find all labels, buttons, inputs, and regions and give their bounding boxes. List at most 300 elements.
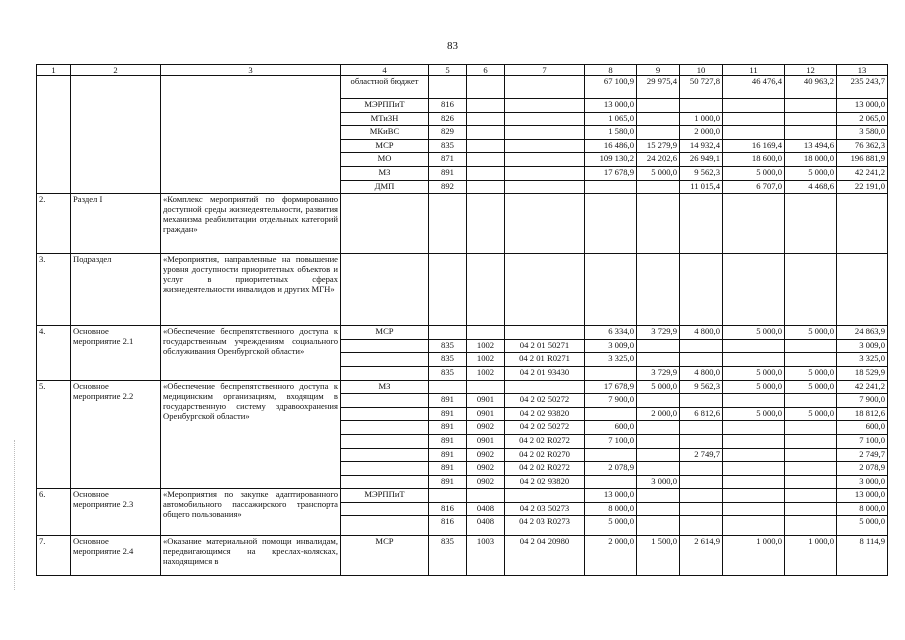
column-header: 6 [467,65,505,76]
grbs-code-cell: 891 [429,462,467,476]
amount-cell-v12: 5 000,0 [785,366,837,380]
measure-title: «Мероприятия по закупке адаптированного автомобильного пассажирского транспорта общего пользования» [161,489,341,536]
amount-cell-v8: 1 580,0 [585,126,637,140]
rzpr-code-cell: 0902 [467,421,505,435]
amount-cell-v13: 7 100,0 [837,434,888,448]
amount-cell-v9 [637,394,680,408]
amount-cell-v13: 18 812,6 [837,407,888,421]
amount-cell-v9: 3 729,9 [637,326,680,340]
recipient-cell [341,339,429,353]
csr-code-cell: 04 2 03 50273 [505,502,585,516]
empty-cell [467,254,505,326]
csr-code-cell: 04 2 02 93820 [505,475,585,489]
recipient-cell [341,475,429,489]
csr-code-cell: 04 2 01 R0271 [505,353,585,367]
recipient-cell: МО [341,153,429,167]
amount-cell-v12: 40 963,2 [785,76,837,99]
amount-cell-v9: 29 975,4 [637,76,680,99]
amount-cell-v10: 14 932,4 [680,139,723,153]
rzpr-code-cell [467,180,505,194]
empty-cell [680,194,723,254]
empty-cell [837,254,888,326]
amount-cell-v11 [723,353,785,367]
rzpr-code-cell [467,99,505,113]
empty-cell [585,194,637,254]
amount-cell-v11 [723,421,785,435]
amount-cell-v13: 24 863,9 [837,326,888,340]
grbs-code-cell [429,326,467,340]
amount-cell-v10 [680,339,723,353]
rzpr-code-cell: 1002 [467,339,505,353]
amount-cell-v10: 2 749,7 [680,448,723,462]
budget-table [36,64,888,576]
table-body [37,65,888,576]
recipient-cell: МСР [341,139,429,153]
column-header: 11 [723,65,785,76]
amount-cell-v9 [637,421,680,435]
amount-cell-v13: 3 000,0 [837,475,888,489]
amount-cell-v10 [680,502,723,516]
amount-cell-v10 [680,434,723,448]
amount-cell-v11 [723,339,785,353]
amount-cell-v8: 67 100,9 [585,76,637,99]
recipient-cell: МТиЗН [341,112,429,126]
amount-cell-v12: 18 000,0 [785,153,837,167]
recipient-cell [341,353,429,367]
amount-cell-v12: 4 468,6 [785,180,837,194]
recipient-cell: МКиВС [341,126,429,140]
empty-cell [723,194,785,254]
rzpr-code-cell: 0902 [467,448,505,462]
recipient-cell: МСР [341,326,429,340]
amount-cell-v11 [723,112,785,126]
amount-cell-v9 [637,112,680,126]
csr-code-cell: 04 2 01 50271 [505,339,585,353]
amount-cell-v13: 2 065,0 [837,112,888,126]
measure-type: Основное мероприятие 2.2 [71,380,161,489]
amount-cell-v13: 13 000,0 [837,99,888,113]
rzpr-code-cell [467,489,505,503]
amount-cell-v12 [785,353,837,367]
amount-cell-v13: 8 000,0 [837,502,888,516]
empty-cell [467,194,505,254]
amount-cell-v13: 7 900,0 [837,394,888,408]
amount-cell-v9: 2 000,0 [637,407,680,421]
csr-code-cell [505,380,585,394]
csr-code-cell [505,489,585,503]
amount-cell-v8: 17 678,9 [585,166,637,180]
amount-cell-v12 [785,489,837,503]
amount-cell-v12 [785,475,837,489]
amount-cell-v12 [785,462,837,476]
csr-code-cell [505,166,585,180]
amount-cell-v9: 24 202,6 [637,153,680,167]
amount-cell-v12 [785,516,837,536]
amount-cell-v9: 3 729,9 [637,366,680,380]
amount-cell-v8: 7 900,0 [585,394,637,408]
amount-cell-v13: 5 000,0 [837,516,888,536]
rzpr-code-cell: 0902 [467,462,505,476]
amount-cell-v11 [723,434,785,448]
amount-cell-v9 [637,448,680,462]
amount-cell-v13: 42 241,2 [837,166,888,180]
recipient-cell: МЗ [341,166,429,180]
csr-code-cell: 04 2 02 R0272 [505,462,585,476]
recipient-cell [341,421,429,435]
measure-number: 5. [37,380,71,489]
amount-cell-v11: 5 000,0 [723,380,785,394]
amount-cell-v12 [785,99,837,113]
amount-cell-v13: 3 325,0 [837,353,888,367]
csr-code-cell: 04 2 02 R0270 [505,448,585,462]
amount-cell-v10: 6 812,6 [680,407,723,421]
amount-cell-v13: 2 749,7 [837,448,888,462]
measure-type: Основное мероприятие 2.1 [71,326,161,380]
amount-cell-v12: 5 000,0 [785,166,837,180]
rzpr-code-cell: 1002 [467,366,505,380]
rzpr-code-cell [467,112,505,126]
rzpr-code-cell [467,380,505,394]
amount-cell-v8: 1 065,0 [585,112,637,126]
amount-cell-v11 [723,448,785,462]
amount-cell-v11 [723,516,785,536]
grbs-code-cell: 891 [429,394,467,408]
amount-cell-v9 [637,434,680,448]
amount-cell-v11 [723,462,785,476]
column-header-row [37,65,888,76]
empty-cell [505,254,585,326]
amount-cell-v10 [680,475,723,489]
amount-cell-v11 [723,126,785,140]
table-row [37,489,888,503]
empty-cell [785,254,837,326]
amount-cell-v11: 5 000,0 [723,407,785,421]
amount-cell-v8 [585,407,637,421]
section-row [37,194,888,254]
amount-cell-v10: 1 000,0 [680,112,723,126]
amount-cell-v11: 46 476,4 [723,76,785,99]
amount-cell-v8: 109 130,2 [585,153,637,167]
grbs-code-cell: 826 [429,112,467,126]
amount-cell-v9 [637,339,680,353]
amount-cell-v13: 3 580,0 [837,126,888,140]
amount-cell-v10 [680,421,723,435]
empty-cell [837,194,888,254]
amount-cell-v11: 1 000,0 [723,536,785,576]
grbs-code-cell: 871 [429,153,467,167]
amount-cell-v9 [637,126,680,140]
num-cell [37,76,71,194]
rzpr-code-cell: 0902 [467,475,505,489]
amount-cell-v8 [585,180,637,194]
table-row [37,536,888,576]
amount-cell-v10: 4 800,0 [680,366,723,380]
amount-cell-v11: 18 600,0 [723,153,785,167]
amount-cell-v10 [680,489,723,503]
csr-code-cell [505,99,585,113]
amount-cell-v11 [723,99,785,113]
column-header: 3 [161,65,341,76]
amount-cell-v10 [680,353,723,367]
measure-type: Основное мероприятие 2.3 [71,489,161,536]
measure-title: «Оказание материальной помощи инвалидам, передвигающимся на креслах-колясках, находящимся в [161,536,341,576]
amount-cell-v8: 13 000,0 [585,489,637,503]
subsection-row [37,254,888,326]
grbs-code-cell: 829 [429,126,467,140]
grbs-code-cell: 892 [429,180,467,194]
amount-cell-v10 [680,394,723,408]
amount-cell-v11: 5 000,0 [723,366,785,380]
amount-cell-v8: 6 334,0 [585,326,637,340]
amount-cell-v11: 5 000,0 [723,326,785,340]
grbs-code-cell: 891 [429,434,467,448]
recipient-cell: ДМП [341,180,429,194]
grbs-code-cell: 891 [429,407,467,421]
column-header: 9 [637,65,680,76]
amount-cell-v12 [785,448,837,462]
rzpr-code-cell [467,139,505,153]
amount-cell-v8: 2 000,0 [585,536,637,576]
amount-cell-v9: 15 279,9 [637,139,680,153]
empty-cell [505,194,585,254]
measure-title: «Обеспечение беспрепятственного доступа к медицинским организациям, входящим в государственную систему здравоохранения Оренбургской области» [161,380,341,489]
measure-number: 6. [37,489,71,536]
amount-cell-v8: 3 009,0 [585,339,637,353]
csr-code-cell: 04 2 03 R0273 [505,516,585,536]
csr-code-cell [505,76,585,99]
grbs-code-cell: 816 [429,502,467,516]
recipient-cell [341,502,429,516]
column-header: 10 [680,65,723,76]
amount-cell-v12 [785,126,837,140]
recipient-cell [341,394,429,408]
csr-code-cell: 04 2 01 93430 [505,366,585,380]
amount-cell-v8 [585,448,637,462]
amount-cell-v11: 5 000,0 [723,166,785,180]
empty-cell [680,254,723,326]
rzpr-code-cell [467,126,505,140]
amount-cell-v9: 5 000,0 [637,166,680,180]
amount-cell-v13: 2 078,9 [837,462,888,476]
grbs-code-cell: 816 [429,99,467,113]
rzpr-code-cell: 0901 [467,434,505,448]
grbs-code-cell: 891 [429,475,467,489]
grbs-code-cell [429,76,467,99]
csr-code-cell [505,180,585,194]
recipient-cell [341,366,429,380]
empty-cell [637,194,680,254]
empty-cell [723,254,785,326]
recipient-cell [341,407,429,421]
empty-cell [585,254,637,326]
amount-cell-v8: 7 100,0 [585,434,637,448]
csr-code-cell: 04 2 02 93820 [505,407,585,421]
amount-cell-v12 [785,112,837,126]
type-cell [71,76,161,194]
measure-number: 4. [37,326,71,380]
csr-code-cell [505,139,585,153]
grbs-code-cell [429,380,467,394]
amount-cell-v10: 2 614,9 [680,536,723,576]
csr-code-cell: 04 2 02 50272 [505,421,585,435]
amount-cell-v12: 5 000,0 [785,407,837,421]
amount-cell-v8: 600,0 [585,421,637,435]
amount-cell-v11 [723,502,785,516]
grbs-code-cell: 835 [429,366,467,380]
measure-type: Основное мероприятие 2.4 [71,536,161,576]
amount-cell-v9: 5 000,0 [637,380,680,394]
amount-cell-v12 [785,502,837,516]
amount-cell-v13: 76 362,3 [837,139,888,153]
amount-cell-v13: 22 191,0 [837,180,888,194]
recipient-cell [341,448,429,462]
grbs-code-cell: 891 [429,421,467,435]
grbs-code-cell: 835 [429,536,467,576]
rzpr-code-cell [467,326,505,340]
amount-cell-v10: 9 562,3 [680,166,723,180]
subsection-number: 3. [37,254,71,326]
column-header: 12 [785,65,837,76]
recipient-cell: МЭРППиТ [341,99,429,113]
amount-cell-v8: 13 000,0 [585,99,637,113]
section-title: «Комплекс мероприятий по формированию доступной среды жизнедеятельности, развития механизма реабилитации отдельных категорий граждан» [161,194,341,254]
amount-cell-v8: 17 678,9 [585,380,637,394]
rzpr-code-cell: 0901 [467,407,505,421]
rzpr-code-cell [467,76,505,99]
amount-cell-v10: 26 949,1 [680,153,723,167]
grbs-code-cell [429,489,467,503]
empty-cell [785,194,837,254]
amount-cell-v13: 8 114,9 [837,536,888,576]
amount-cell-v8: 16 486,0 [585,139,637,153]
amount-cell-v8 [585,475,637,489]
amount-cell-v12 [785,421,837,435]
section-type: Раздел I [71,194,161,254]
csr-code-cell [505,326,585,340]
csr-code-cell: 04 2 04 20980 [505,536,585,576]
amount-cell-v8 [585,366,637,380]
rzpr-code-cell [467,166,505,180]
column-header: 5 [429,65,467,76]
amount-cell-v9 [637,462,680,476]
amount-cell-v9 [637,489,680,503]
margin-marks [14,440,17,590]
amount-cell-v11 [723,489,785,503]
amount-cell-v12 [785,434,837,448]
recipient-cell: МЭРППиТ [341,489,429,503]
amount-cell-v9 [637,353,680,367]
rzpr-code-cell [467,153,505,167]
amount-cell-v8: 5 000,0 [585,516,637,536]
table-row [37,326,888,340]
rzpr-code-cell: 0408 [467,502,505,516]
empty-cell [637,254,680,326]
recipient-cell [341,516,429,536]
column-header: 1 [37,65,71,76]
grbs-code-cell: 891 [429,166,467,180]
subsection-type: Подраздел [71,254,161,326]
amount-cell-v13: 196 881,9 [837,153,888,167]
csr-code-cell [505,153,585,167]
amount-cell-v13: 600,0 [837,421,888,435]
rzpr-code-cell: 0901 [467,394,505,408]
amount-cell-v13: 235 243,7 [837,76,888,99]
amount-cell-v12: 13 494,6 [785,139,837,153]
empty-cell [429,194,467,254]
empty-cell [429,254,467,326]
amount-cell-v13: 42 241,2 [837,380,888,394]
amount-cell-v13: 3 009,0 [837,339,888,353]
section-number: 2. [37,194,71,254]
amount-cell-v11 [723,475,785,489]
table-row [37,380,888,394]
title-cell [161,76,341,194]
recipient-cell: МСР [341,536,429,576]
amount-cell-v10 [680,99,723,113]
recipient-cell [341,462,429,476]
amount-cell-v8: 8 000,0 [585,502,637,516]
amount-cell-v9: 1 500,0 [637,536,680,576]
column-header: 13 [837,65,888,76]
amount-cell-v10: 50 727,8 [680,76,723,99]
recipient-cell: МЗ [341,380,429,394]
amount-cell-v12: 5 000,0 [785,380,837,394]
measure-number: 7. [37,536,71,576]
subsection-title: «Мероприятия, направленные на повышение уровня доступности приоритетных объектов и услуг в приоритетных сферах жизнедеятельности инвалидов и других МГН» [161,254,341,326]
recipient-cell [341,434,429,448]
column-header: 4 [341,65,429,76]
amount-cell-v10: 2 000,0 [680,126,723,140]
empty-cell [341,194,429,254]
csr-code-cell: 04 2 02 50272 [505,394,585,408]
amount-cell-v9: 3 000,0 [637,475,680,489]
amount-cell-v10 [680,516,723,536]
amount-cell-v12: 1 000,0 [785,536,837,576]
grbs-code-cell: 835 [429,139,467,153]
amount-cell-v11: 16 169,4 [723,139,785,153]
amount-cell-v9 [637,99,680,113]
grbs-code-cell: 816 [429,516,467,536]
grbs-code-cell: 835 [429,339,467,353]
rzpr-code-cell: 0408 [467,516,505,536]
rzpr-code-cell: 1002 [467,353,505,367]
amount-cell-v8: 3 325,0 [585,353,637,367]
csr-code-cell [505,126,585,140]
amount-cell-v11: 6 707,0 [723,180,785,194]
amount-cell-v13: 18 529,9 [837,366,888,380]
column-header: 8 [585,65,637,76]
amount-cell-v12 [785,339,837,353]
amount-cell-v9 [637,516,680,536]
recipient-cell: областной бюджет [341,76,429,99]
amount-cell-v11 [723,394,785,408]
amount-cell-v12: 5 000,0 [785,326,837,340]
grbs-code-cell: 891 [429,448,467,462]
rzpr-code-cell: 1003 [467,536,505,576]
column-header: 2 [71,65,161,76]
table-row [37,76,888,99]
column-header: 7 [505,65,585,76]
amount-cell-v13: 13 000,0 [837,489,888,503]
amount-cell-v10: 11 015,4 [680,180,723,194]
empty-cell [341,254,429,326]
amount-cell-v10: 9 562,3 [680,380,723,394]
page-number: 83 [447,40,458,52]
amount-cell-v9 [637,502,680,516]
amount-cell-v10 [680,462,723,476]
measure-title: «Обеспечение беспрепятственного доступа к государственным учреждениям социального обслуживания Оренбургской области» [161,326,341,380]
amount-cell-v8: 2 078,9 [585,462,637,476]
